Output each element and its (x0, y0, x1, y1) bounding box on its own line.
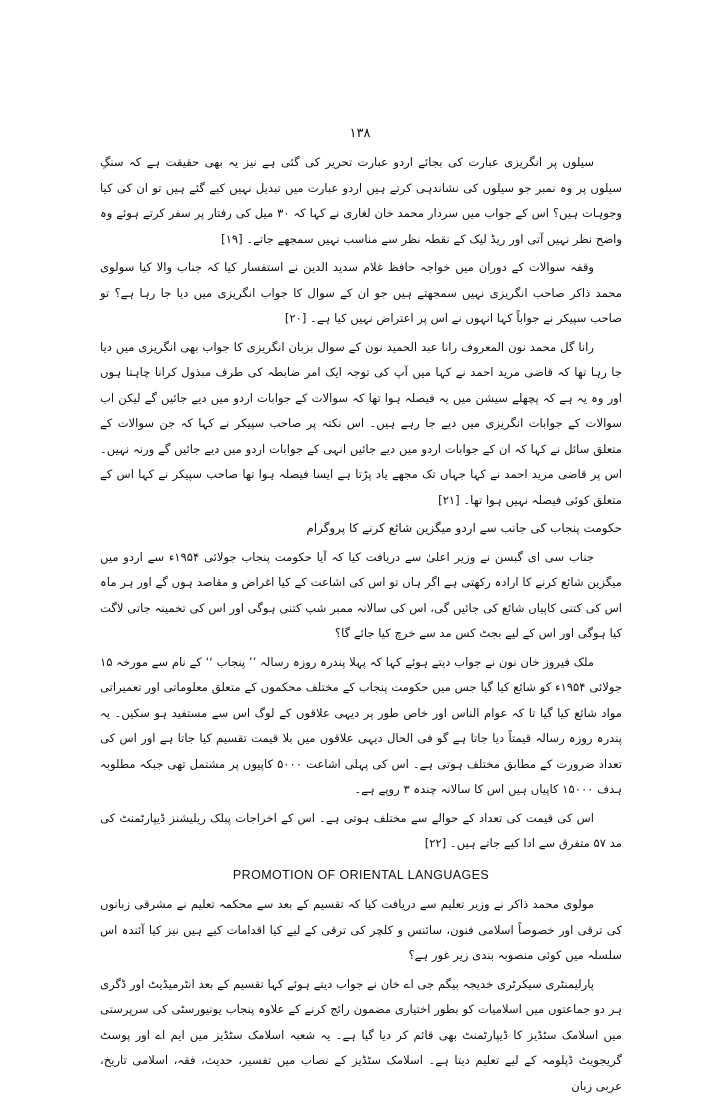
section-heading-english: PROMOTION OF ORIENTAL LANGUAGES (232, 867, 490, 882)
document-body (100, 150, 622, 1102)
paragraph: وقفہ سوالات کے دوران میں خواجہ حافظ غلام سدید الدین نے استفسار کیا کہ جناب والا کیا سولوی محمد ذاکر صاحب انگریزی نہیں سمجھتے ہیں جو ان کے سوال کا جواب انگریزی میں دیا جا رہا ہے؟ تو صاحب سپیکر نے جواباً کہا انہوں نے اس پر اعتراض نہیں کیا ہے۔ [۲۰] (100, 260, 622, 325)
section-heading: حکومت پنجاب کی جانب سے اردو میگزین شائع کرنے کا پروگرام (306, 521, 622, 535)
paragraph: پارلیمنٹری سیکرٹری خدیجہ بیگم جی اے خان نے جواب دیتے ہوئے کہا تقسیم کے بعد انٹرمیڈیٹ اور ڈگری ہر دو جماعتوں میں اسلامیات کو بطور اختیاری مضمون رائج کرنے کے علاوہ پنجاب یونیورسٹی کی سرپرستی میں اسلامک سٹڈیز کا ڈیپارٹمنٹ بھی قائم کر دیا گیا ہے۔ یہ شعبہ اسلامک سٹڈیز میں ایم اے اور پوسٹ گریجویٹ ڈپلومہ کے لیے تعلیم دیتا ہے۔ اسلامک سٹڈیز کے نصاب میں تفسیر، حدیث، فقہ، اسلامی تاریخ، عربی زبان (100, 976, 622, 1093)
paragraph: مولوی محمد ذاکر نے وزیر تعلیم سے دریافت کیا کہ تقسیم کے بعد سے محکمہ تعلیم نے مشرقی زبانوں کی ترقی اور خصوصاً اسلامی فنون، سائنس و کلچر کی ترقی کے لیے کیا اقدامات کیے ہیں نیز کیا آئندہ اس سلسلہ میں کوئی منصوبہ بندی زیر غور ہے؟ (100, 897, 622, 962)
paragraph: رانا گل محمد نون المعروف رانا عبد الحمید نون کے سوال بزبان انگریزی کا جواب بھی انگریزی میں دیا جا رہا تھا کہ قاضی مرید احمد نے کہا میں آپ کی توجہ ایک امر ضابطہ کی طرف مبذول کرانا چاہتا ہوں اور وہ یہ ہے کہ پچھلے سیشن میں یہ فیصلہ ہوا تھا کہ سوالات کے جوابات اردو میں دیے جائیں گے لیکن اب سوالات کے جوابات انگریزی میں دیے جا رہے ہیں۔ اس نکتہ پر صاحب سپیکر نے کہا کہ جن سوالات کے متعلق سائل نے کہا کہ ان کے جوابات اردو میں دیے جائیں انہی کے جوابات اردو میں دیے جائیں گے ورنہ نہیں۔ اس پر قاضی مرید احمد نے کہا جہاں تک مجھے یاد پڑتا ہے ایسا فیصلہ ہوا تھا صاحب سپیکر نے کہا اس کے متعلق کوئی فیصلہ نہیں ہوا تھا۔ [۲۱] (100, 339, 622, 507)
paragraph: سیلوں پر انگریزی عبارت کی بجائے اردو عبارت تحریر کی گئی ہے نیز یہ بھی حقیقت ہے کہ سنگِ سیلوں پر وہ نمبر جو سیلوں کی نشاندہی کرتے ہیں اردو عبارت میں تبدیل نہیں کیے گئے ہیں تو ان کی کیا وجوہات ہیں؟ اس کے جواب میں سردار محمد خان لغاری نے کہا کہ ۳۰ میل کی رفتار پر سفر کرتے ہوئے وہ واضح نظر نہیں آتی اور ریڈ لیک کے نقطہ نظر سے مناسب نہیں سمجھے جاتے۔ [۱۹] (100, 155, 622, 246)
paragraph: اس کی قیمت کی تعداد کے حوالے سے مختلف ہوتی ہے۔ اس کے اخراجات پبلک ریلیشنز ڈیپارٹمنٹ کی مد ۵۷ متفرق سے ادا کیے جاتے ہیں۔ [۲۲] (100, 810, 622, 850)
paragraph: ملک فیروز خان نون نے جواب دیتے ہوئے کہا کہ پہلا پندرہ روزہ رسالہ ’’ پنجاب ‘‘ کے نام سے مورخہ ۱۵ جولائی ۱۹۵۴ء کو شائع کیا گیا جس میں حکومت پنجاب کے مختلف محکموں کے متعلق معلوماتی اور تعمیراتی مواد شائع کیا گیا تا کہ عوام الناس اور خاص طور پر دیہی علاقوں کے لوگ اس سے مستفید ہو سکیں۔ یہ پندرہ روزہ رسالہ قیمتاً دیا جاتا ہے گو فی الحال دیہی علاقوں میں بلا قیمت تقسیم کیا جاتا ہے اور اس کی تعداد ضرورت کے مطابق مختلف ہوتی ہے۔ اس کی پہلی اشاعت ۵۰۰۰ کاپیوں پر مشتمل تھی جبکہ مطلوبہ ہدف ۱۵۰۰۰ کاپیاں ہیں اس کا سالانہ چندہ ۳ روپے ہے۔ (100, 654, 622, 796)
page-number: ۱۳۸ (349, 126, 371, 141)
paragraph: جناب سی ای گبسن نے وزیر اعلیٰ سے دریافت کیا کہ آیا حکومت پنجاب جولائی ۱۹۵۴ء سے اردو میں میگزین شائع کرنے کا ارادہ رکھتی ہے اگر ہاں تو اس کی اشاعت کے کیا اغراض و مقاصد ہوں گے اور ہر ماہ اس کی کتنی کاپیاں شائع کی جائیں گی، اس کی سالانہ ممبر شپ کتنی ہوگی اور اس کی تخمینہ جاتی لاگت کیا ہوگی اور اس کے لیے بجٹ کس مد سے خرچ کیا جائے گا؟ (100, 549, 622, 640)
